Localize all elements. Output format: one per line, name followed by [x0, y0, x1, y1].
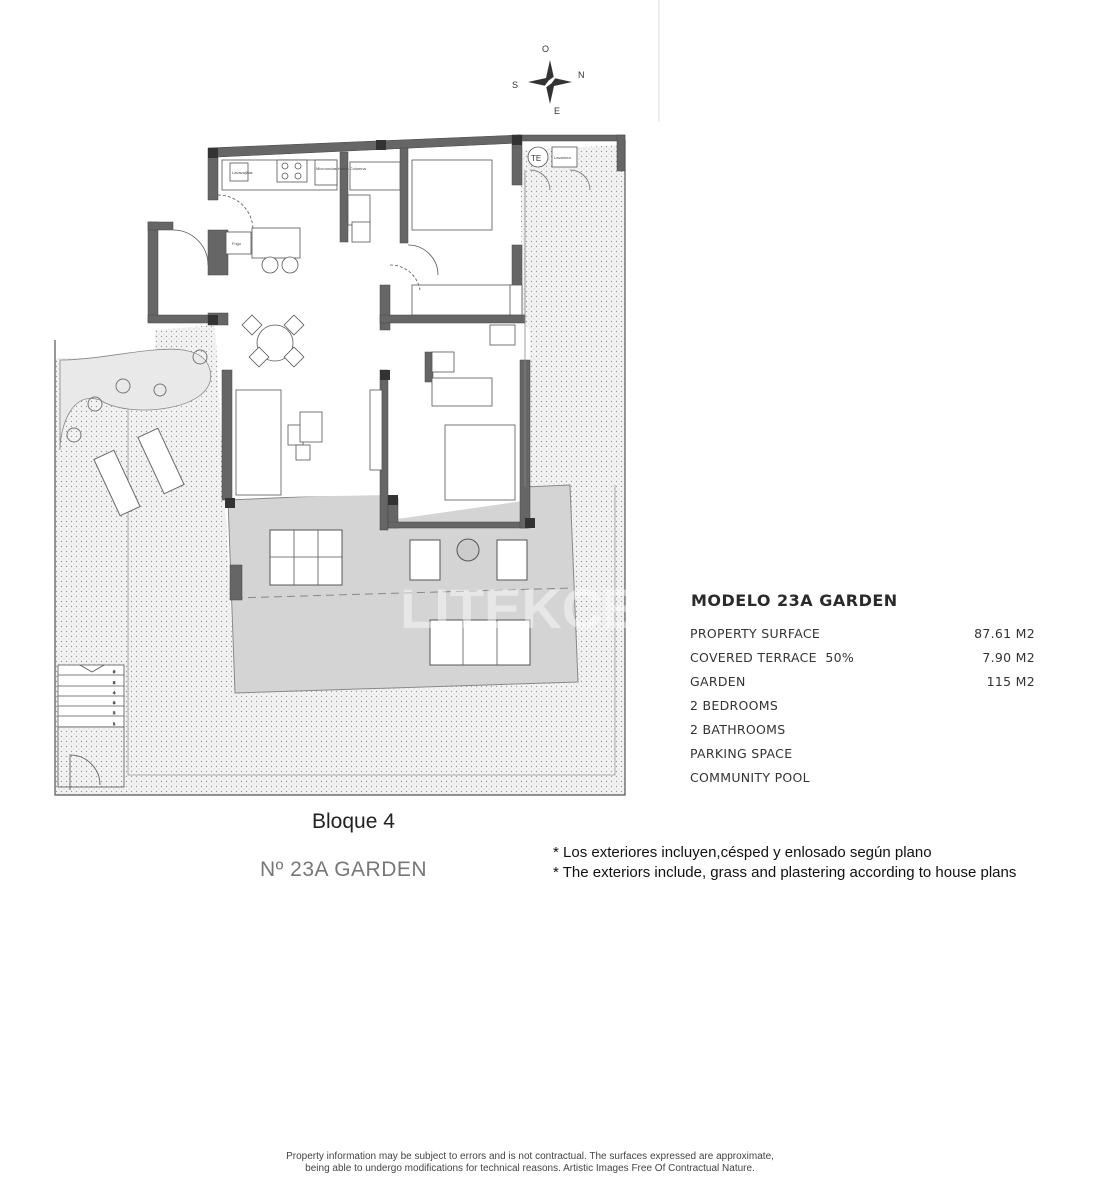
compass-north: N [578, 70, 585, 80]
stair-number: 5 [113, 680, 116, 685]
model-title: MODELO 23A GARDEN [691, 591, 898, 610]
spec-value: 87.61 M2 [974, 626, 1035, 641]
stairs [58, 665, 124, 790]
spec-row [690, 722, 1035, 737]
stair-number: 6 [113, 669, 116, 674]
disclaimer-line-2: being able to undergo modifications for technical reasons. Artistic Images Free Of Contractual Nature. [305, 1163, 755, 1174]
block-label: Bloque 4 [312, 810, 395, 833]
spec-label: 2 BEDROOMS [690, 698, 779, 713]
spec-row [690, 698, 1035, 713]
stair-number: 4 [113, 690, 116, 695]
water-heater-label: TE [531, 154, 542, 163]
compass-south: S [512, 80, 519, 90]
stair-number: 1 [113, 721, 116, 726]
spec-row [690, 746, 1035, 761]
spec-label: PARKING SPACE [690, 746, 793, 761]
spec-label: PROPERTY SURFACE [690, 626, 821, 641]
spec-label: GARDEN [690, 674, 746, 689]
spec-value: 7.90 M2 [982, 650, 1035, 665]
spec-row [690, 674, 1035, 689]
note-spanish: * Los exteriores incluyen,césped y enlosado según plano [553, 844, 932, 861]
note-english: * The exteriors include, grass and plastering according to house plans [553, 864, 1017, 881]
dishwasher-label: Lavavajillas [232, 170, 253, 175]
spec-row [690, 626, 1035, 641]
spec-row [690, 770, 1035, 785]
stair-number: 2 [113, 710, 116, 715]
watermark: LITEKCE [400, 577, 640, 640]
spec-label: 2 BATHROOMS [690, 722, 786, 737]
compass-west: O [542, 44, 550, 54]
spec-row [690, 650, 1035, 665]
spec-value: 115 M2 [986, 674, 1035, 689]
unit-label: Nº 23A GARDEN [260, 858, 428, 881]
washer-label: Lavadora [554, 155, 571, 160]
compass-rose [512, 44, 585, 116]
disclaimer-line-1: Property information may be subject to errors and is not contractual. The surfaces expressed are approximate, [286, 1151, 774, 1162]
stair-number: 3 [113, 700, 116, 705]
compass-east: E [554, 106, 561, 116]
fridge-label: Frigo [232, 241, 242, 246]
oven-label: Microondas Horno Columna [316, 166, 366, 171]
spec-label: COVERED TERRACE 50% [690, 650, 855, 665]
spec-label: COMMUNITY POOL [690, 770, 810, 785]
